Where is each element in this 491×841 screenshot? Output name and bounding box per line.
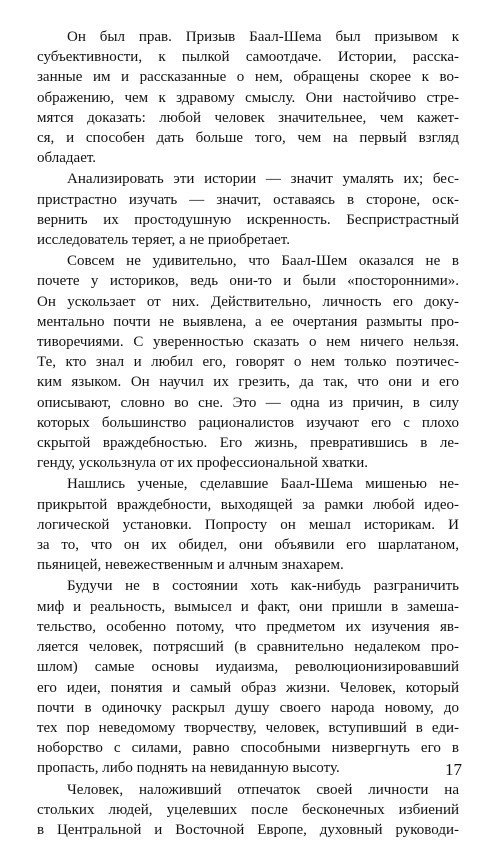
text-line: прикрытой враждебности, выходящей за рамки любой идео- — [37, 496, 459, 513]
text-line: вернить их простодушную искренность. Беспристрастный — [37, 211, 459, 228]
text-line: логической установки. Попросту он мешал историкам. И — [37, 516, 459, 533]
text-line: Нашлись ученые, сделавшие Баал-Шема мишенью не- — [67, 476, 459, 493]
text-line: его идеи, понятия и самый образ жизни. Человек, который — [37, 679, 459, 696]
text-line: скрытой враждебностью. Его жизнь, превратившись в ле- — [37, 435, 459, 452]
text-line: тех пор неведомому творчеству, человек, вступивший в еди- — [37, 719, 459, 736]
paragraph — [37, 474, 459, 575]
text-line: шлом) самые основы иудаизма, революционизировавший — [37, 659, 459, 676]
paragraph — [37, 780, 459, 841]
text-line: пристрастно изучать — значит, оставаясь в стороне, оск- — [37, 191, 459, 208]
text-line: ментально почти не выявлена, а ее очертания размыты про- — [37, 313, 459, 330]
text-line: стольких людей, уцелевших после бесконечных избиений — [37, 801, 459, 818]
text-line: Он был прав. Призыв Баал-Шема был призывом к — [67, 29, 459, 45]
text-line: миф и реальность, вымысел и факт, они пришли в замеша- — [37, 598, 459, 615]
body-text — [37, 27, 459, 841]
text-line: ся, и способен дать больше того, чем на первый взгляд — [37, 130, 459, 147]
text-line: Человек, наложивший отпечаток своей личности на — [67, 781, 459, 798]
text-line: обладает. — [37, 150, 97, 167]
text-line: Будучи не в состоянии хоть как-нибудь разграничить — [67, 578, 459, 595]
text-line: пропасть, либо поднять на невиданную высоту. — [37, 760, 340, 777]
page-number: 17 — [445, 760, 462, 779]
text-line: описывают, словно во сне. Это — одна из причин, в силу — [37, 394, 459, 411]
text-line: тиворечиями. С уверенностью сказать о нем ничего нельзя. — [37, 334, 459, 351]
text-line: Он ускользает от них. Действительно, личность его доку- — [37, 293, 459, 310]
text-line: которых большинство рационалистов изучают его с плохо — [37, 414, 459, 431]
paragraph — [37, 27, 459, 168]
text-line: исследователь теряет, а не приобретает. — [37, 232, 290, 249]
text-line: мятся доказать: любой человек значительнее, чем кажет- — [37, 109, 459, 126]
text-line: ноборство с силами, равно способными низвергнуть его в — [37, 740, 459, 757]
paragraph — [37, 169, 459, 250]
text-line: генду, ускользнула от их профессиональной хватки. — [37, 455, 368, 472]
text-line: субъективности, к пылкой самоотдаче. Истории, расска- — [37, 49, 459, 66]
text-line: за то, что он их обидел, они объявили его шарлатаном, — [37, 537, 459, 554]
text-line: тельство, особенно потому, что предметом их изучения яв- — [37, 618, 459, 635]
text-line: ображению, чем к здравому смыслу. Они настойчиво стре- — [37, 89, 459, 106]
text-line: почти в одиночку раскрыл душу своего народа новому, до — [37, 699, 459, 716]
text-line: Анализировать эти истории — значит умалять их; бес- — [67, 171, 459, 188]
text-line: в Центральной и Восточной Европе, духовный руководи- — [37, 821, 459, 838]
text-line: ляется человек, потрясший (в сравнительно недалеком про- — [37, 639, 459, 656]
paragraph — [37, 576, 459, 778]
text-line: почете у историков, ведь они-то и были «посторонними». — [37, 273, 459, 290]
paragraph — [37, 251, 459, 473]
text-line: Те, кто знал и любил его, говорят о нем только поэтичес- — [37, 354, 459, 371]
text-line: занные им и рассказанные о нем, обращены скорее к во- — [37, 69, 459, 86]
text-line: Совсем не удивительно, что Баал-Шем оказался не в — [67, 253, 459, 270]
text-line: ким языком. Он научил их грезить, да так, что они и его — [37, 374, 459, 391]
text-line: пьяницей, невежественным и алчным знахарем. — [37, 557, 344, 574]
